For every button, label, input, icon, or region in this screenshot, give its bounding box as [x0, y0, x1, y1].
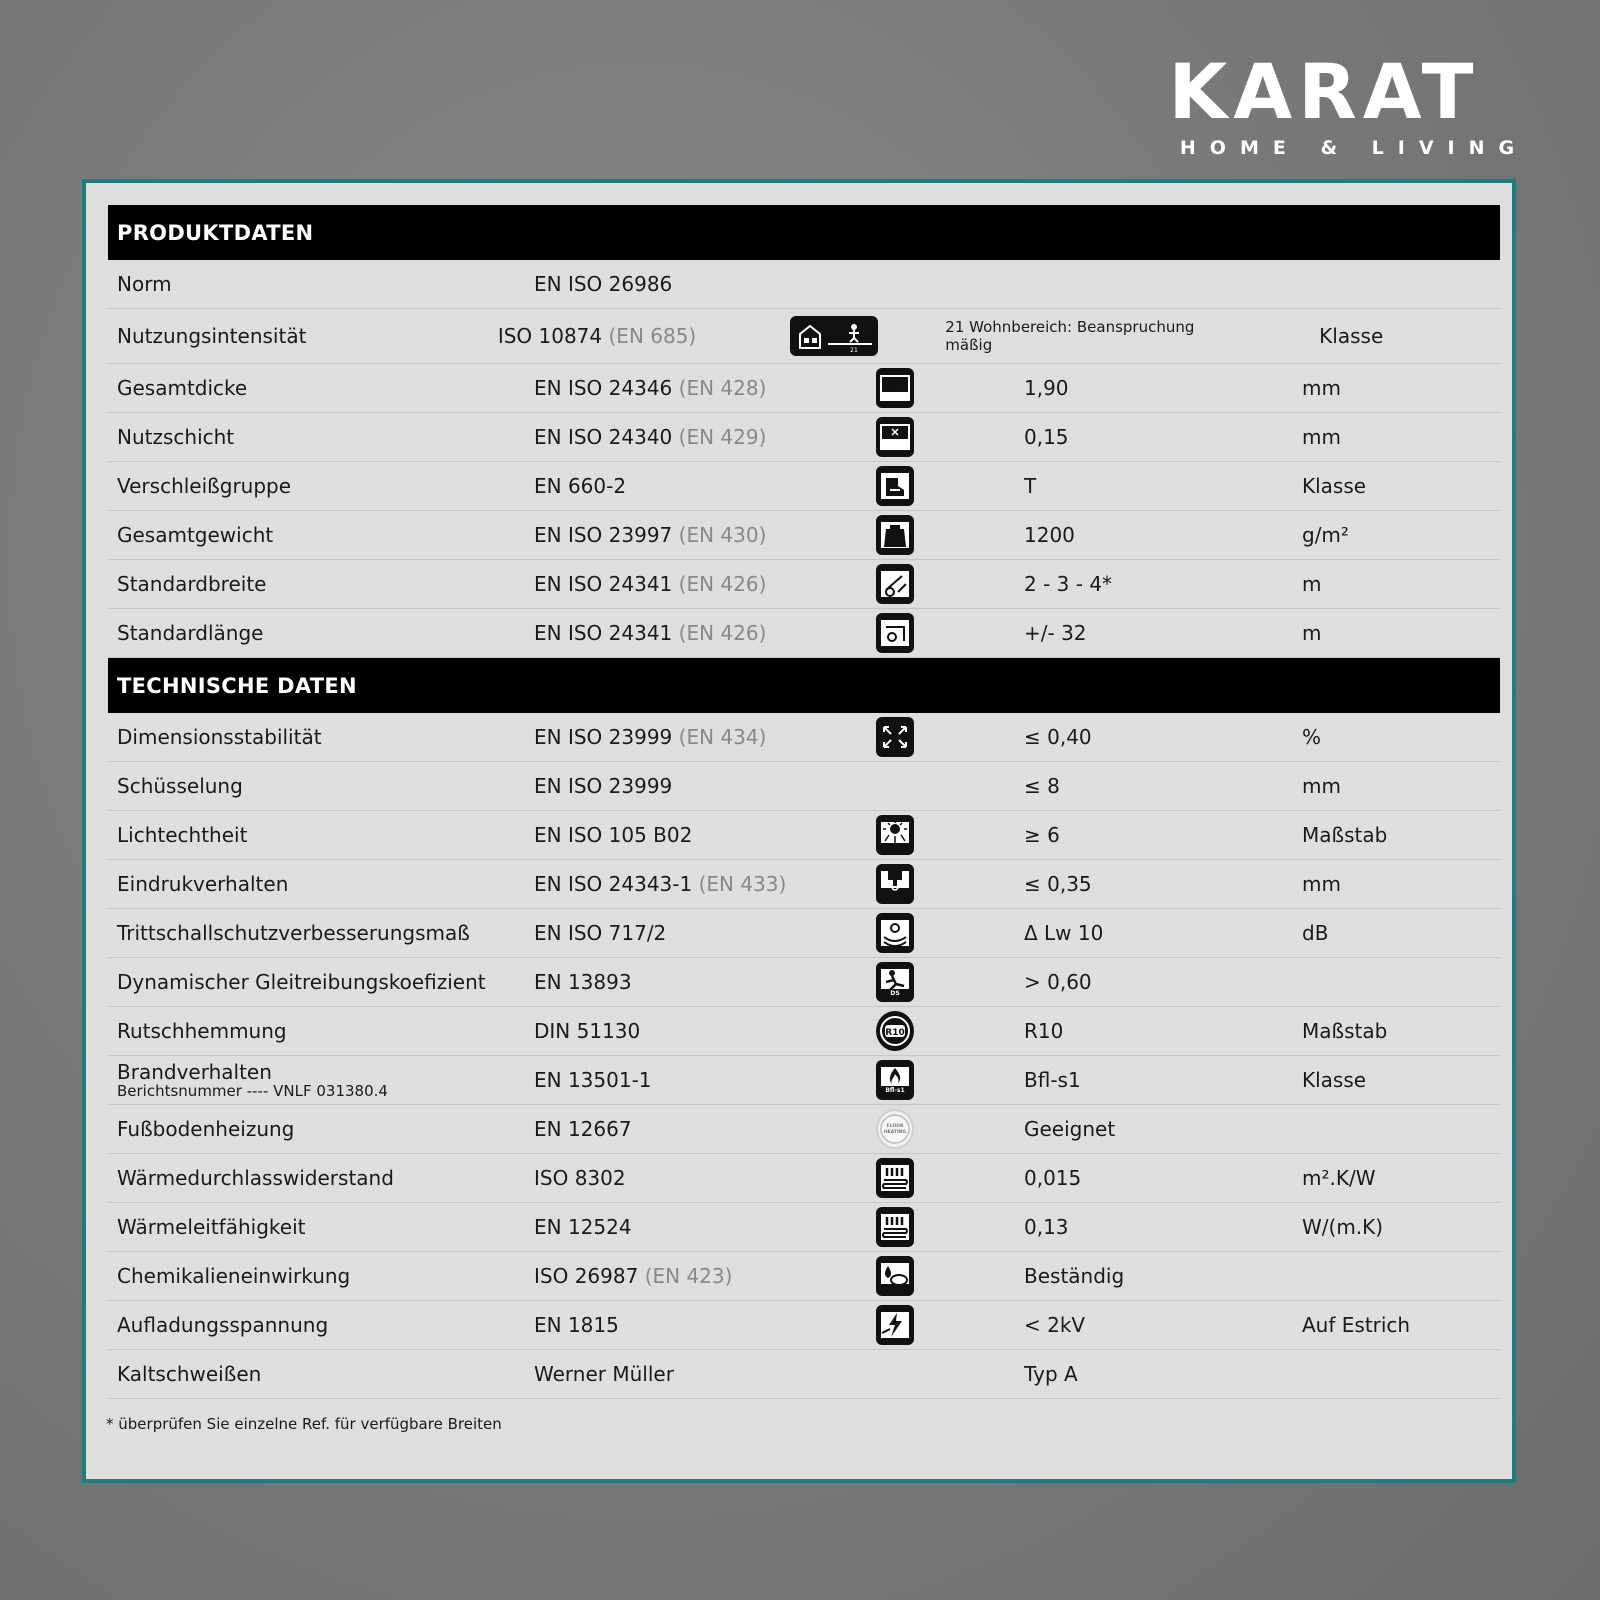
spec-name-label: Gesamtgewicht — [117, 523, 274, 547]
svg-text:R10: R10 — [885, 1028, 905, 1038]
spec-name — [108, 272, 534, 296]
spec-row — [108, 1350, 1500, 1399]
static-charge-icon — [876, 1305, 914, 1345]
brand-tagline: HOME & LIVING — [1179, 137, 1529, 159]
spec-norm — [534, 572, 854, 596]
floor-heating-icon — [876, 1109, 914, 1149]
section-header: PRODUKTDATEN — [108, 205, 1500, 260]
spec-icon-cell — [854, 613, 1024, 653]
spec-name-label: Norm — [117, 272, 172, 296]
spec-icon-cell — [854, 515, 1024, 555]
spec-name — [108, 376, 534, 400]
spec-name-label: Lichtechtheit — [117, 823, 248, 847]
spec-norm-main: ISO 26987 — [534, 1264, 639, 1288]
spec-row — [108, 1007, 1500, 1056]
spec-unit: mm — [1302, 872, 1341, 896]
spec-unit: Klasse — [1302, 1068, 1367, 1092]
spec-norm-main: EN ISO 26986 — [534, 272, 673, 296]
spec-norm — [534, 523, 854, 547]
spec-name — [108, 970, 534, 994]
spec-row — [108, 364, 1500, 413]
spec-unit: m — [1302, 621, 1322, 645]
spec-value: ≤ 0,40 — [1024, 725, 1092, 749]
spec-norm-alt: (EN 426) — [678, 572, 767, 596]
spec-value: > 0,60 — [1024, 970, 1092, 994]
spec-name — [108, 872, 534, 896]
spec-norm — [534, 1019, 854, 1043]
spec-norm-main: EN 13893 — [534, 970, 632, 994]
spec-norm-main: EN 12524 — [534, 1215, 632, 1239]
spec-icon-cell — [790, 316, 945, 356]
spec-norm-main: EN ISO 24343-1 — [534, 872, 693, 896]
spec-value: 2 - 3 - 4* — [1024, 572, 1113, 596]
spec-icon-cell — [854, 913, 1024, 953]
spec-norm — [498, 324, 790, 348]
spec-name-label: Wärmedurchlasswiderstand — [117, 1166, 394, 1190]
spec-name — [108, 324, 498, 348]
weight-icon — [876, 515, 914, 555]
spec-row — [108, 811, 1500, 860]
spec-name — [108, 1264, 534, 1288]
spec-value: Bfl-s1 — [1024, 1068, 1081, 1092]
spec-norm — [534, 1215, 854, 1239]
dimensional-stability-icon — [876, 717, 914, 757]
spec-value: Geeignet — [1024, 1117, 1116, 1141]
spec-icon-cell — [854, 864, 1024, 904]
spec-row — [108, 1056, 1500, 1105]
spec-unit: Klasse — [1302, 474, 1367, 498]
spec-norm-main: EN ISO 23997 — [534, 523, 673, 547]
spec-name-sub: Berichtsnummer ---- VNLF 031380.4 — [117, 1081, 388, 1100]
svg-text:FLOOR: FLOOR — [886, 1124, 904, 1129]
spec-norm-main: ISO 8302 — [534, 1166, 626, 1190]
spec-row — [108, 713, 1500, 762]
usage-class-icon — [790, 316, 878, 356]
spec-name-label: Nutzschicht — [117, 425, 235, 449]
spec-norm-alt: (EN 685) — [608, 324, 697, 348]
spec-norm-main: ISO 10874 — [497, 324, 603, 348]
spec-norm-alt: (EN 429) — [678, 425, 767, 449]
spec-norm-main: EN ISO 24341 — [534, 572, 673, 596]
spec-unit: Auf Estrich — [1302, 1313, 1411, 1337]
spec-icon-cell — [854, 815, 1024, 855]
spec-norm-main: EN 660-2 — [534, 474, 627, 498]
svg-text:Bfl-s1: Bfl-s1 — [885, 1087, 905, 1094]
spec-row — [108, 860, 1500, 909]
spec-icon-cell — [854, 466, 1024, 506]
spec-row — [108, 1252, 1500, 1301]
spec-value: 0,15 — [1024, 425, 1069, 449]
spec-name-label: Chemikalieneinwirkung — [117, 1264, 351, 1288]
spec-name-label: Brandverhalten — [117, 1059, 272, 1084]
section-header: TECHNISCHE DATEN — [108, 658, 1500, 713]
spec-icon-cell — [854, 1060, 1024, 1100]
spec-name — [108, 621, 534, 645]
spec-norm-main: EN 13501-1 — [534, 1068, 652, 1092]
spec-value: 1200 — [1024, 523, 1075, 547]
spec-name-label: Standardbreite — [117, 572, 267, 596]
spec-icon-cell — [854, 962, 1024, 1002]
spec-value: R10 — [1024, 1019, 1064, 1043]
spec-unit: W/(m.K) — [1302, 1215, 1384, 1239]
spec-icon-cell — [854, 1158, 1024, 1198]
spec-value: +/- 32 — [1024, 621, 1087, 645]
spec-norm — [534, 823, 854, 847]
spec-value: ≤ 0,35 — [1024, 872, 1092, 896]
light-fastness-icon — [876, 815, 914, 855]
spec-norm-main: EN 12667 — [534, 1117, 632, 1141]
spec-name — [108, 921, 534, 945]
spec-card — [82, 179, 1516, 1483]
total-thickness-icon — [876, 368, 914, 408]
spec-norm — [534, 872, 854, 896]
spec-icon-cell — [854, 417, 1024, 457]
brand-name: KARAT — [1168, 47, 1480, 136]
spec-icon-cell — [854, 368, 1024, 408]
spec-row — [108, 462, 1500, 511]
spec-unit: % — [1302, 725, 1322, 749]
spec-norm — [534, 970, 854, 994]
spec-row — [108, 958, 1500, 1007]
spec-unit: g/m² — [1302, 523, 1349, 547]
spec-value: < 2kV — [1024, 1313, 1086, 1337]
spec-value: Typ A — [1024, 1362, 1078, 1386]
spec-row — [108, 413, 1500, 462]
spec-unit: Maßstab — [1302, 1019, 1388, 1043]
chemical-resistance-icon — [876, 1256, 914, 1296]
spec-norm-alt: (EN 434) — [678, 725, 767, 749]
spec-name — [108, 725, 534, 749]
spec-name-label: Standardlänge — [117, 621, 264, 645]
spec-value: 1,90 — [1024, 376, 1069, 400]
spec-name-label: Kaltschweißen — [117, 1362, 262, 1386]
spec-row — [108, 1301, 1500, 1350]
spec-name-label: Rutschhemmung — [117, 1019, 287, 1043]
spec-icon-cell — [854, 1109, 1024, 1149]
spec-name — [108, 774, 534, 798]
spec-name-label: Gesamtdicke — [117, 376, 248, 400]
spec-norm-main: EN ISO 105 B02 — [534, 823, 693, 847]
spec-unit: mm — [1302, 774, 1341, 798]
spec-row — [108, 260, 1500, 309]
spec-norm — [534, 1264, 854, 1288]
spec-value: T — [1024, 474, 1037, 498]
wear-group-icon — [876, 466, 914, 506]
spec-norm-main: EN ISO 24346 — [534, 376, 673, 400]
spec-norm — [534, 921, 854, 945]
impact-sound-icon — [876, 913, 914, 953]
spec-norm — [534, 1362, 854, 1386]
spec-norm-main: EN ISO 23999 — [534, 725, 673, 749]
svg-text:HEATING: HEATING — [883, 1130, 907, 1135]
spec-row — [108, 560, 1500, 609]
spec-unit: mm — [1302, 425, 1341, 449]
spec-norm-alt: (EN 430) — [678, 523, 767, 547]
spec-name-label: Nutzungsintensität — [117, 324, 307, 348]
spec-icon-cell — [854, 1305, 1024, 1345]
svg-text:21: 21 — [850, 347, 858, 354]
spec-name — [108, 474, 534, 498]
fire-behaviour-icon — [876, 1060, 914, 1100]
slip-ds-icon — [876, 962, 914, 1002]
spec-value: 21 Wohnbereich: Beanspruchung mäßig — [945, 318, 1195, 354]
spec-norm-main: EN ISO 717/2 — [534, 921, 667, 945]
spec-norm-alt: (EN 426) — [678, 621, 767, 645]
spec-row — [108, 511, 1500, 560]
spec-name — [108, 1117, 534, 1141]
spec-row — [108, 309, 1500, 364]
spec-name — [108, 1215, 534, 1239]
spec-norm-main: EN ISO 23999 — [534, 774, 673, 798]
spec-value: ≥ 6 — [1024, 823, 1060, 847]
spec-name — [108, 1166, 534, 1190]
spec-name-label: Trittschallschutzverbesserungsmaß — [117, 921, 470, 945]
spec-row — [108, 1105, 1500, 1154]
spec-norm-main: DIN 51130 — [534, 1019, 641, 1043]
spec-norm — [534, 725, 854, 749]
wear-layer-icon — [876, 417, 914, 457]
roll-length-icon — [876, 613, 914, 653]
spec-row — [108, 909, 1500, 958]
spec-norm-alt: (EN 428) — [678, 376, 767, 400]
spec-row — [108, 609, 1500, 658]
spec-norm-main: Werner Müller — [534, 1362, 674, 1386]
spec-unit: Maßstab — [1302, 823, 1388, 847]
spec-norm-alt: (EN 423) — [644, 1264, 733, 1288]
spec-name-label: Dynamischer Gleitreibungskoefizient — [117, 970, 486, 994]
spec-norm — [534, 1313, 854, 1337]
spec-norm — [534, 621, 854, 645]
spec-value: 0,13 — [1024, 1215, 1069, 1239]
thermal-conductivity-icon — [876, 1207, 914, 1247]
spec-unit: dB — [1302, 921, 1329, 945]
spec-name — [108, 823, 534, 847]
spec-name-label: Schüsselung — [117, 774, 243, 798]
spec-value: Δ Lw 10 — [1024, 921, 1104, 945]
spec-norm — [534, 1166, 854, 1190]
spec-norm-main: EN ISO 24341 — [534, 621, 673, 645]
svg-text:DS: DS — [890, 990, 900, 997]
spec-value: Beständig — [1024, 1264, 1125, 1288]
spec-name — [108, 523, 534, 547]
spec-norm — [534, 1117, 854, 1141]
spec-norm — [534, 376, 854, 400]
spec-norm — [534, 1068, 854, 1092]
spec-name-label: Aufladungsspannung — [117, 1313, 329, 1337]
spec-unit: mm — [1302, 376, 1341, 400]
footnote: * überprüfen Sie einzelne Ref. für verfügbare Breiten — [106, 1415, 502, 1433]
brand-logo — [1104, 47, 1544, 160]
spec-norm-main: EN ISO 24340 — [534, 425, 673, 449]
spec-row — [108, 1154, 1500, 1203]
indentation-icon — [876, 864, 914, 904]
spec-name — [108, 1313, 534, 1337]
spec-name — [108, 425, 534, 449]
spec-name-label: Dimensionsstabilität — [117, 725, 322, 749]
spec-norm — [534, 474, 854, 498]
spec-norm-alt: (EN 433) — [698, 872, 787, 896]
roll-width-icon — [876, 564, 914, 604]
spec-name — [108, 572, 534, 596]
spec-norm — [534, 425, 854, 449]
spec-value: ≤ 8 — [1024, 774, 1060, 798]
spec-name — [108, 1061, 534, 1100]
spec-unit: m — [1302, 572, 1322, 596]
spec-unit: Klasse — [1319, 324, 1384, 348]
spec-row — [108, 1203, 1500, 1252]
r10-icon — [876, 1011, 914, 1051]
spec-name — [108, 1362, 534, 1386]
spec-icon-cell — [854, 1207, 1024, 1247]
spec-name-label: Eindrukverhalten — [117, 872, 289, 896]
spec-name-label: Fußbodenheizung — [117, 1117, 295, 1141]
spec-icon-cell — [854, 1256, 1024, 1296]
spec-norm-main: EN 1815 — [534, 1313, 619, 1337]
spec-norm — [534, 272, 854, 296]
spec-row — [108, 762, 1500, 811]
thermal-resistance-icon — [876, 1158, 914, 1198]
spec-name — [108, 1019, 534, 1043]
spec-icon-cell — [854, 564, 1024, 604]
spec-icon-cell — [854, 717, 1024, 757]
spec-value: 0,015 — [1024, 1166, 1082, 1190]
spec-name-label: Verschleißgruppe — [117, 474, 292, 498]
spec-unit: m².K/W — [1302, 1166, 1376, 1190]
spec-icon-cell — [854, 1011, 1024, 1051]
spec-table — [108, 205, 1500, 1399]
spec-norm — [534, 774, 854, 798]
spec-name-label: Wärmeleitfähigkeit — [117, 1215, 306, 1239]
